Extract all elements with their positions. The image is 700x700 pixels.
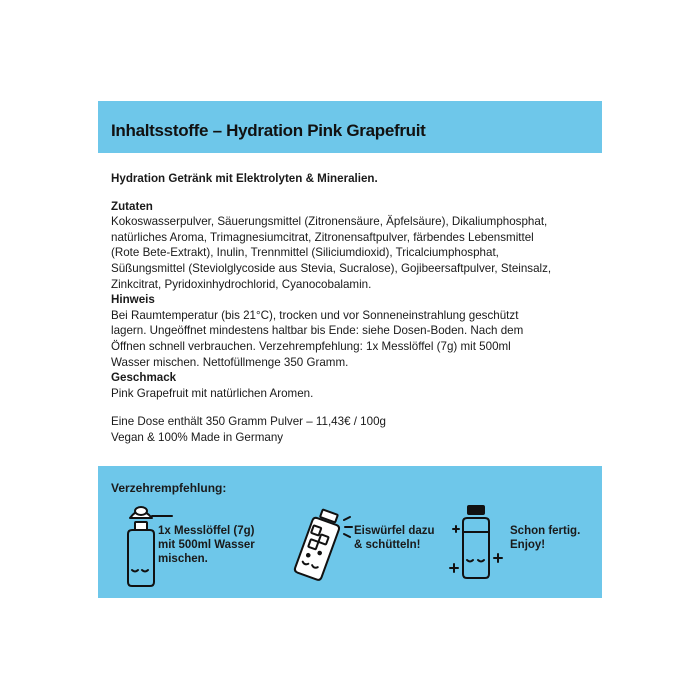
- ingredients-content: [111, 171, 593, 446]
- usage-footer: [98, 466, 602, 598]
- intro-text: Hydration Getränk mit Elektrolyten & Mineralien.: [111, 172, 378, 185]
- step-text-3: [510, 524, 580, 552]
- section-line: natürliches Aroma, Trimagnesiumcitrat, Zitronensaftpulver, färbendes Lebensmittel: [111, 230, 534, 244]
- footer-title: Verzehrempfehlung:: [111, 481, 227, 495]
- page-title: Inhaltsstoffe – Hydration Pink Grapefruit: [111, 121, 426, 140]
- vegan-line: Vegan & 100% Made in Germany: [111, 430, 284, 444]
- section-line: Wasser mischen. Nettofüllmenge 350 Gramm.: [111, 355, 349, 369]
- ingredients-card: [98, 101, 602, 598]
- step-line: Schon fertig.: [510, 525, 581, 537]
- section-line: Süßungsmittel (Steviolglycoside aus Stevia, Sucralose), Gojibeersaftpulver, Steinsalz,: [111, 261, 552, 275]
- section-geschmack: [111, 370, 593, 401]
- section-line: Bei Raumtemperatur (bis 21°C), trocken und vor Sonneneinstrahlung geschützt: [111, 308, 519, 322]
- step-text-2: [354, 524, 435, 552]
- step-line: Eiswürfel dazu: [354, 525, 435, 537]
- section-zutaten: [111, 199, 593, 293]
- section-line: lagern. Ungeöffnet mindestens haltbar bis Ende: siehe Dosen-Boden. Nach dem: [111, 324, 524, 338]
- header-band: [98, 101, 602, 153]
- section-hinweis: [111, 292, 593, 370]
- section-title: Geschmack: [111, 371, 177, 385]
- section-line: Zinkcitrat, Pyridoxinhydrochlorid, Cyanocobalamin.: [111, 277, 372, 291]
- step-line: mischen.: [158, 553, 208, 565]
- happy-bottle-icon: [448, 502, 508, 592]
- section-line: Öffnen schnell verbrauchen. Verzehrempfehlung: 1x Messlöffel (7g) mit 500ml: [111, 339, 511, 353]
- price-line: Eine Dose enthält 350 Gramm Pulver – 11,43€ / 100g: [111, 415, 386, 429]
- step-line: 1x Messlöffel (7g): [158, 525, 255, 537]
- section-line: Pink Grapefruit mit natürlichen Aromen.: [111, 386, 314, 400]
- step-line: mit 500ml Wasser: [158, 539, 255, 551]
- section-line: (Rote Bete-Extrakt), Inulin, Trennmittel (Siliciumdioxid), Tricalciumphosphat,: [111, 246, 499, 260]
- step-line: Enjoy!: [510, 539, 546, 551]
- section-title: Zutaten: [111, 199, 153, 213]
- section-line: Kokoswasserpulver, Säuerungsmittel (Zitronensäure, Äpfelsäure), Dikaliumphosphat,: [111, 215, 548, 229]
- step-text-1: [158, 524, 255, 566]
- shaking-bottle-icon: [286, 506, 356, 586]
- step-line: & schütteln!: [354, 539, 421, 551]
- section-title: Hinweis: [111, 293, 155, 307]
- spacer: [111, 401, 593, 414]
